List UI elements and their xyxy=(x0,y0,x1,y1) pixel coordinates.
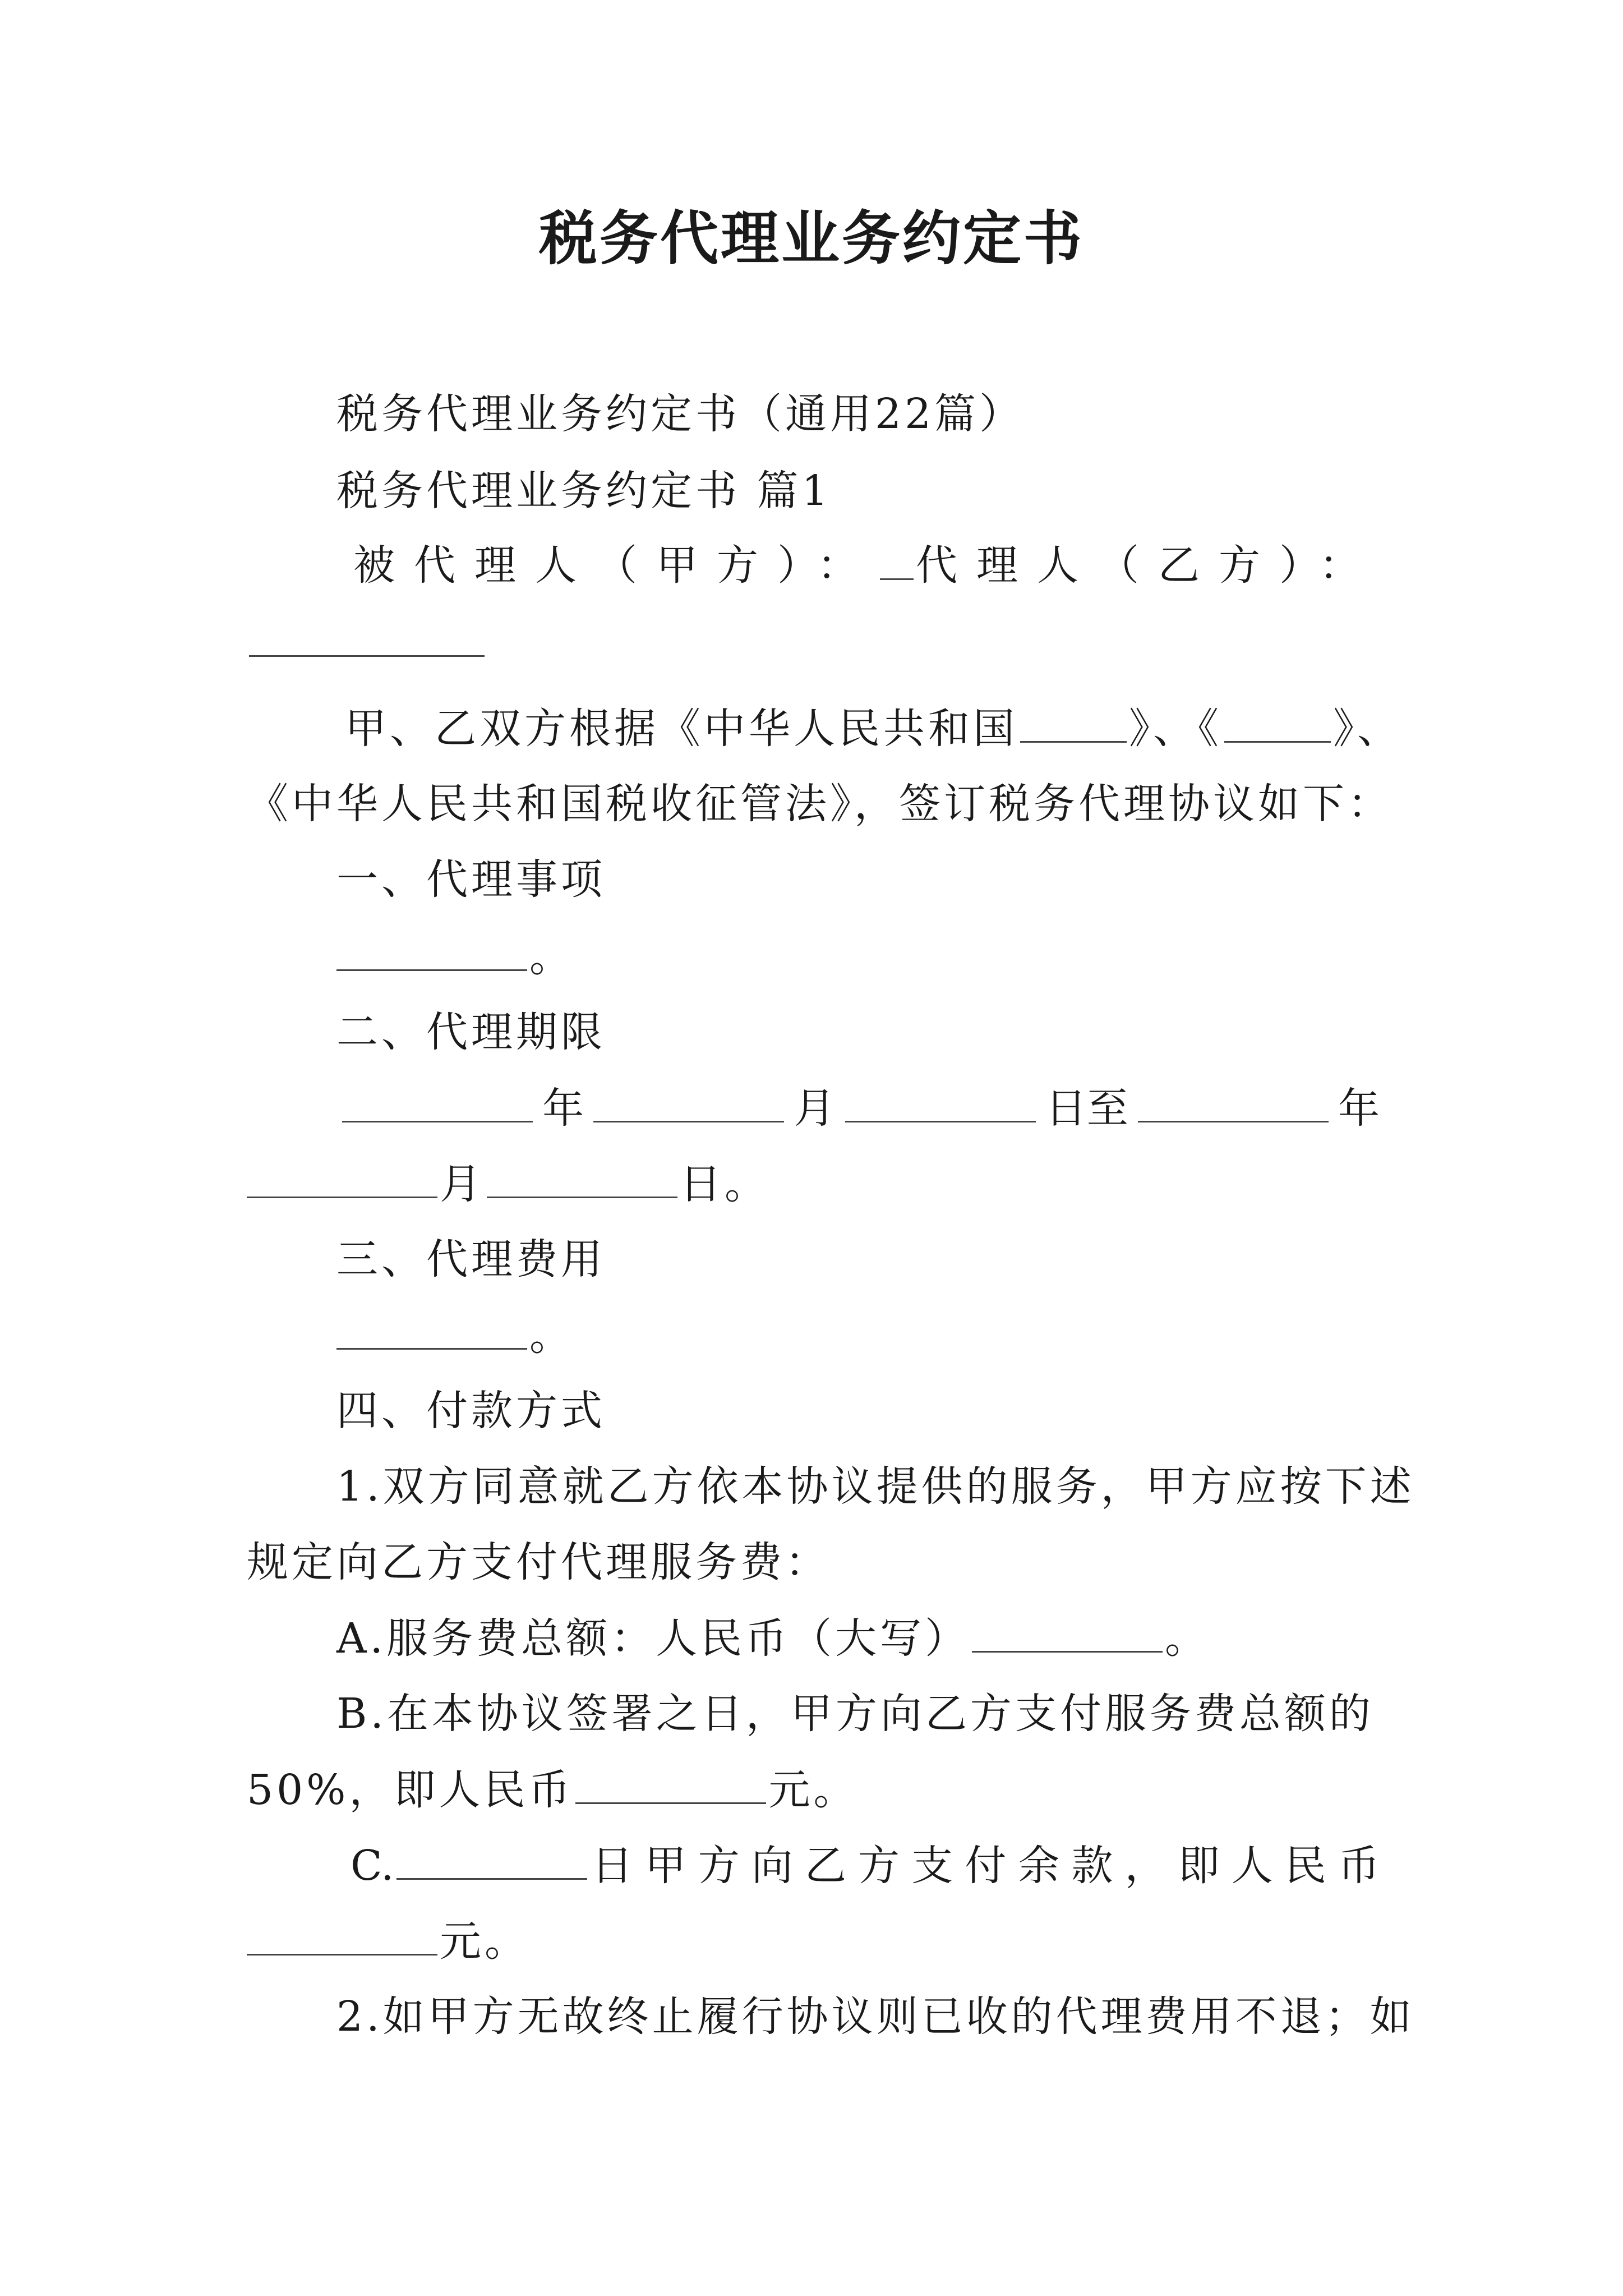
basis-text-3: 》、 xyxy=(1333,705,1402,753)
subtitle: 税务代理业务约定书（通用22篇） xyxy=(336,390,1025,438)
law-blank-1 xyxy=(1020,697,1127,743)
section-1-period: 。 xyxy=(529,933,574,981)
end-year-label: 年 xyxy=(1338,1084,1380,1133)
start-year-blank xyxy=(342,1077,533,1122)
principal-blank xyxy=(880,535,914,580)
payment-b-text: 50%，即人民币 xyxy=(247,1766,574,1814)
end-month-blank xyxy=(247,1153,437,1198)
agent-label: 代理人（乙方）： xyxy=(916,541,1380,590)
agent-blank-line xyxy=(247,611,487,674)
end-day-label: 日。 xyxy=(680,1160,769,1208)
section-1-heading: 一、代理事项 xyxy=(336,855,606,904)
payment-a-text: A.服务费总额：人民币（大写） xyxy=(336,1614,970,1663)
balance-date-blank xyxy=(396,1834,587,1880)
matter-blank xyxy=(336,926,527,971)
section-1-content xyxy=(336,926,574,988)
start-year-label: 年 xyxy=(542,1084,584,1133)
principal-label: 被代理人（甲方）： xyxy=(353,541,878,590)
total-fee-blank xyxy=(972,1607,1163,1653)
section-3-heading: 三、代理费用 xyxy=(336,1235,606,1283)
start-day-label: 日至 xyxy=(1045,1084,1128,1133)
law-blank-2 xyxy=(1224,697,1331,743)
end-day-blank xyxy=(487,1153,677,1198)
payment-a-period: 。 xyxy=(1164,1614,1210,1663)
payment-b-yuan: 元。 xyxy=(768,1766,859,1814)
end-month-label: 月 xyxy=(440,1160,485,1208)
start-month-blank xyxy=(593,1077,784,1122)
basis-line-1 xyxy=(345,697,1402,760)
payment-p1-line-2: 规定向乙方支付代理服务费： xyxy=(247,1538,830,1586)
parties-line xyxy=(353,535,1380,596)
payment-c-yuan: 元。 xyxy=(440,1917,529,1966)
chapter-heading: 税务代理业务约定书 篇1 xyxy=(336,467,832,515)
section-3-content xyxy=(336,1304,574,1366)
section-2-heading: 二、代理期限 xyxy=(336,1008,606,1056)
agent-blank xyxy=(249,611,485,657)
payment-p1-line-1: 1.双方同意就乙方依本协议提供的服务，甲方应按下述 xyxy=(336,1462,1415,1511)
start-day-blank xyxy=(845,1077,1036,1122)
end-year-blank xyxy=(1138,1077,1329,1122)
payment-p2-line-1: 2.如甲方无故终止履行协议则已收的代理费用不退；如 xyxy=(336,1993,1415,2041)
start-month-label: 月 xyxy=(794,1084,836,1133)
payment-c-line-2 xyxy=(247,1910,529,1972)
payment-c-prefix: C. xyxy=(351,1842,394,1890)
fee-blank xyxy=(336,1304,527,1350)
document-title: 税务代理业务约定书 xyxy=(538,204,1084,273)
payment-c-text: 日甲方向乙方支付余款，即人民币 xyxy=(591,1842,1380,1890)
period-line-1 xyxy=(342,1077,1380,1139)
payment-b-line-2 xyxy=(247,1759,858,1821)
basis-line-2: 《中华人民共和国税收征管法》，签订税务代理协议如下： xyxy=(247,780,1393,828)
payment-c-line-1 xyxy=(351,1834,1380,1897)
section-4-heading: 四、付款方式 xyxy=(336,1387,606,1435)
basis-text-1: 甲、乙双方根据《中华人民共和国 xyxy=(345,705,1018,753)
payment-b-line-1: B.在本协议签署之日，甲方向乙方支付服务费总额的 xyxy=(336,1690,1374,1738)
basis-text-2: 》、《 xyxy=(1129,705,1222,753)
balance-amount-blank xyxy=(247,1910,437,1955)
section-3-period: 。 xyxy=(529,1312,574,1360)
first-payment-blank xyxy=(575,1759,766,1804)
payment-a xyxy=(336,1607,1210,1669)
period-line-2 xyxy=(247,1153,769,1215)
